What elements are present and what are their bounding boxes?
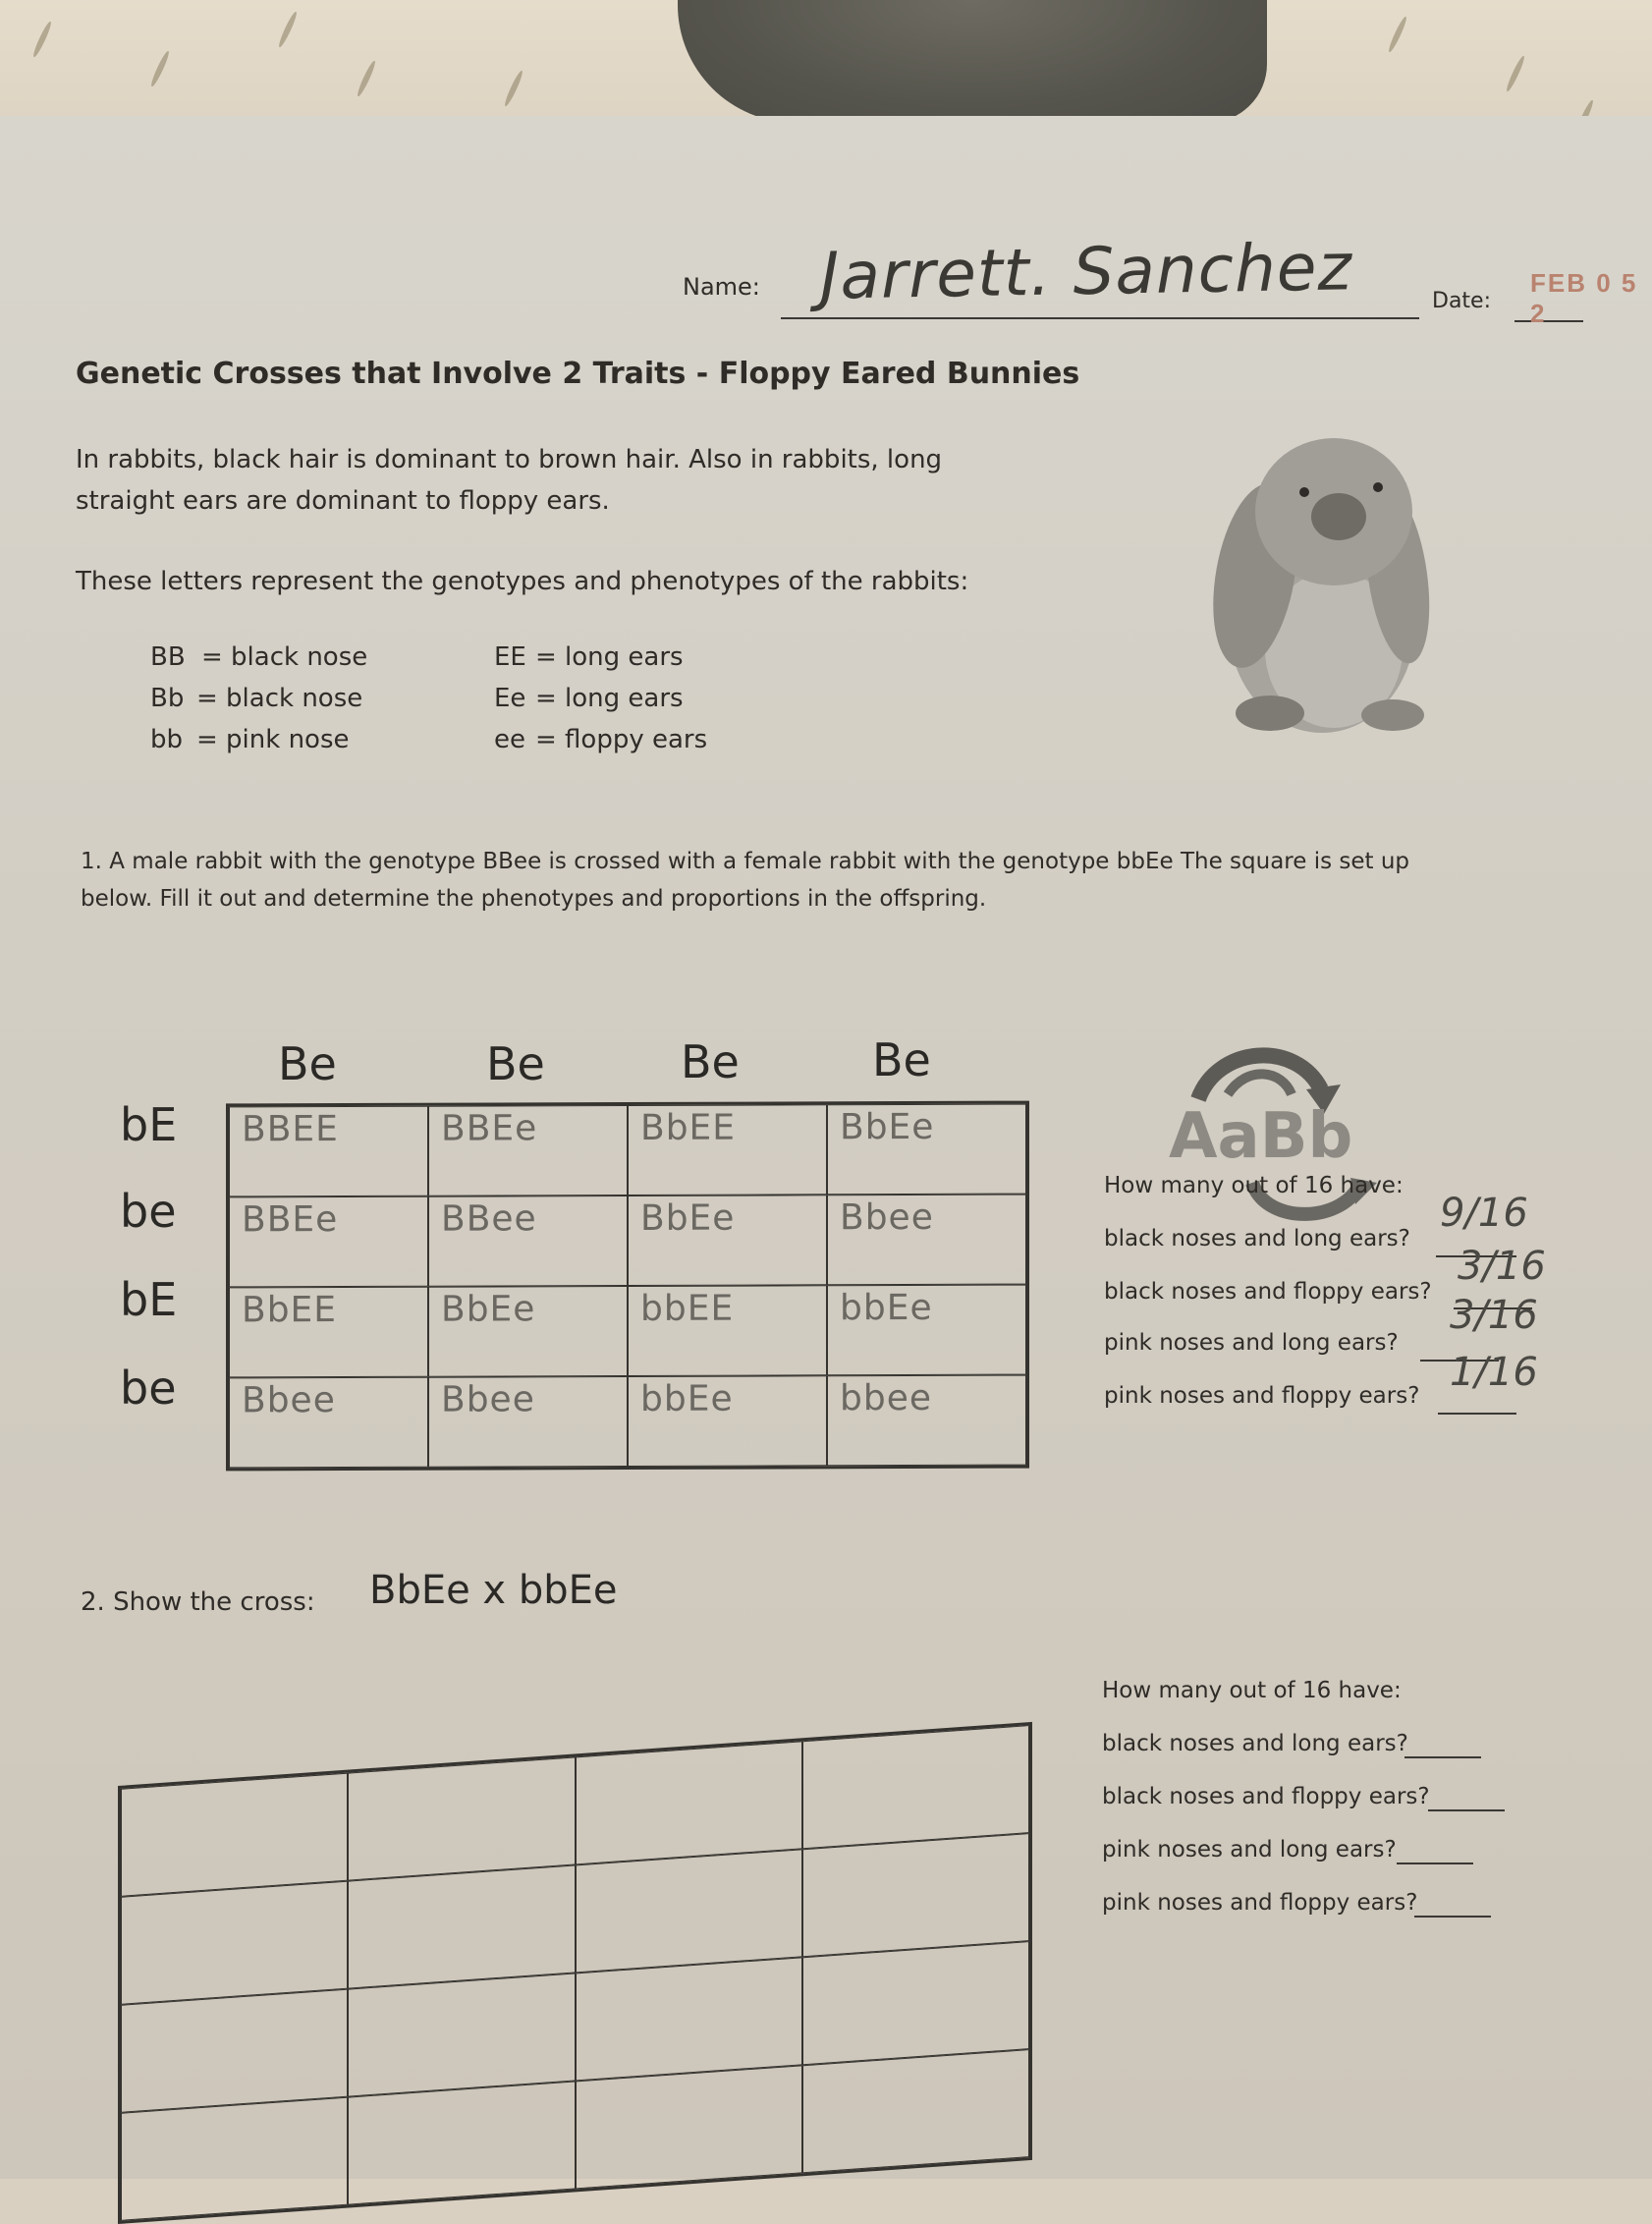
q2-prompt: How many out of 16 have:: [1102, 1678, 1402, 1703]
worksheet-paper: [0, 116, 1652, 2179]
carpet-fleck: [1387, 16, 1408, 54]
q1-question-3: pink noses and long ears?: [1104, 1330, 1399, 1356]
question-2-label: 2. Show the cross:: [81, 1587, 315, 1617]
q1-question-2: black noses and floppy ears?: [1104, 1279, 1432, 1305]
row-header-2: be: [120, 1185, 177, 1238]
key-genotype-ee: ee: [494, 725, 525, 754]
punnett-cell[interactable]: [802, 1833, 1029, 1957]
punnett-cell[interactable]: [348, 1756, 575, 1880]
q1-prompt: How many out of 16 have:: [1104, 1173, 1404, 1198]
answer-line: [1438, 1413, 1516, 1415]
question-1-line-2: below. Fill it out and determine the phenotypes and proportions in the offspring.: [81, 886, 987, 912]
punnett-cell[interactable]: BbEe: [827, 1104, 1026, 1195]
name-underline: [781, 317, 1419, 319]
key-phenotype-ee: = floppy ears: [535, 725, 708, 754]
punnett-cell[interactable]: Bbee: [229, 1377, 428, 1469]
q2-question-3: pink noses and long ears?: [1102, 1837, 1397, 1863]
key-genotype-bb: bb: [150, 725, 184, 754]
carpet-fleck: [356, 60, 377, 98]
carpet-fleck: [149, 50, 171, 88]
punnett-cell[interactable]: BbEe: [628, 1195, 827, 1286]
carpet-fleck: [31, 21, 53, 59]
punnett-cell[interactable]: [802, 1725, 1029, 1849]
punnett-cell[interactable]: [576, 1849, 802, 1973]
q1-answer-2[interactable]: 3/16: [1458, 1244, 1546, 1289]
punnett-cell[interactable]: [121, 1989, 348, 2113]
punnett-cell[interactable]: [121, 1773, 348, 1897]
punnett-cell[interactable]: [576, 1957, 802, 2081]
q2-answer-2[interactable]: [1428, 1809, 1505, 1811]
punnett-cell[interactable]: Bbee: [827, 1195, 1026, 1286]
key-phenotype-BB: = black nose: [201, 642, 368, 672]
punnett-cell[interactable]: [121, 1881, 348, 2005]
punnett-cell[interactable]: BBEe: [229, 1196, 428, 1288]
key-genotype-Bb: Bb: [150, 684, 185, 713]
key-intro: These letters represent the genotypes and phenotypes of the rabbits:: [76, 567, 969, 596]
name-label: Name:: [683, 273, 760, 301]
punnett-cell[interactable]: bbee: [827, 1375, 1026, 1467]
carpet-fleck: [277, 11, 299, 49]
q1-question-4: pink noses and floppy ears?: [1104, 1383, 1420, 1409]
row-header-1: bE: [120, 1098, 178, 1151]
key-genotype-EE: EE: [494, 642, 526, 672]
name-field[interactable]: Jarrett. Sanchez: [819, 229, 1353, 314]
key-genotype-Ee: Ee: [494, 684, 526, 713]
punnett-cell[interactable]: bbEE: [628, 1285, 827, 1376]
question-1-line-1: 1. A male rabbit with the genotype BBee is crossed with a female rabbit with the genotype bbEe The square is set up: [81, 849, 1410, 874]
row-header-4: be: [120, 1362, 177, 1415]
punnett-cell[interactable]: [802, 2049, 1029, 2173]
carpet-fleck: [503, 70, 524, 108]
q1-question-1: black noses and long ears?: [1104, 1226, 1410, 1251]
punnett-square-1: [226, 1101, 1029, 1472]
punnett-cell[interactable]: [348, 1973, 575, 2096]
bunny-image: [1196, 428, 1442, 743]
punnett-cell[interactable]: [348, 1864, 575, 1988]
dark-fabric: [678, 0, 1267, 123]
punnett-cell[interactable]: BBee: [428, 1195, 628, 1287]
punnett-cell[interactable]: BBEe: [428, 1105, 628, 1196]
worksheet-title: Genetic Crosses that Involve 2 Traits - Floppy Eared Bunnies: [76, 357, 1080, 391]
q1-answer-1[interactable]: 9/16: [1440, 1191, 1528, 1236]
date-label: Date:: [1432, 289, 1491, 313]
q2-answer-3[interactable]: [1397, 1863, 1473, 1864]
intro-line-2: straight ears are dominant to floppy ears.: [76, 486, 610, 516]
punnett-cell[interactable]: [802, 1941, 1029, 2065]
key-genotype-BB: BB: [150, 642, 186, 672]
punnett-cell[interactable]: [121, 2097, 348, 2221]
svg-text:AaBb: AaBb: [1169, 1100, 1353, 1173]
q1-answer-3[interactable]: 3/16: [1450, 1293, 1538, 1338]
date-stamp: FEB 0 5 2: [1530, 268, 1638, 328]
punnett-cell[interactable]: BbEE: [628, 1104, 827, 1195]
column-header-4: Be: [872, 1033, 931, 1086]
key-phenotype-EE: = long ears: [535, 642, 684, 672]
punnett-square-2: [118, 1722, 1032, 2224]
column-header-3: Be: [681, 1035, 740, 1088]
q2-question-1: black noses and long ears?: [1102, 1731, 1408, 1756]
question-1-text: [81, 843, 1573, 917]
q2-answer-4[interactable]: [1414, 1916, 1491, 1918]
q2-question-4: pink noses and floppy ears?: [1102, 1890, 1418, 1916]
key-phenotype-Ee: = long ears: [535, 684, 684, 713]
q2-question-2: black noses and floppy ears?: [1102, 1784, 1430, 1809]
q2-answer-1[interactable]: [1404, 1756, 1481, 1758]
key-phenotype-Bb: = black nose: [196, 684, 363, 713]
row-header-3: bE: [120, 1273, 178, 1326]
intro-line-1: In rabbits, black hair is dominant to brown hair. Also in rabbits, long: [76, 445, 943, 474]
punnett-cell[interactable]: Bbee: [428, 1376, 628, 1468]
question-2-cross: BbEe x bbEe: [369, 1568, 618, 1613]
punnett-cell[interactable]: [576, 2065, 802, 2189]
q1-answer-4[interactable]: 1/16: [1450, 1350, 1538, 1395]
key-phenotype-bb: = pink nose: [196, 725, 350, 754]
column-header-1: Be: [278, 1037, 337, 1090]
punnett-cell[interactable]: BbEe: [428, 1286, 628, 1377]
punnett-cell[interactable]: BBEE: [229, 1106, 428, 1197]
punnett-cell[interactable]: [576, 1741, 802, 1864]
column-header-2: Be: [486, 1037, 545, 1090]
punnett-cell[interactable]: [348, 2081, 575, 2204]
carpet-fleck: [1505, 55, 1526, 93]
punnett-cell[interactable]: bbEe: [827, 1285, 1026, 1376]
punnett-cell[interactable]: BbEE: [229, 1287, 428, 1378]
punnett-cell[interactable]: bbEe: [628, 1375, 827, 1467]
